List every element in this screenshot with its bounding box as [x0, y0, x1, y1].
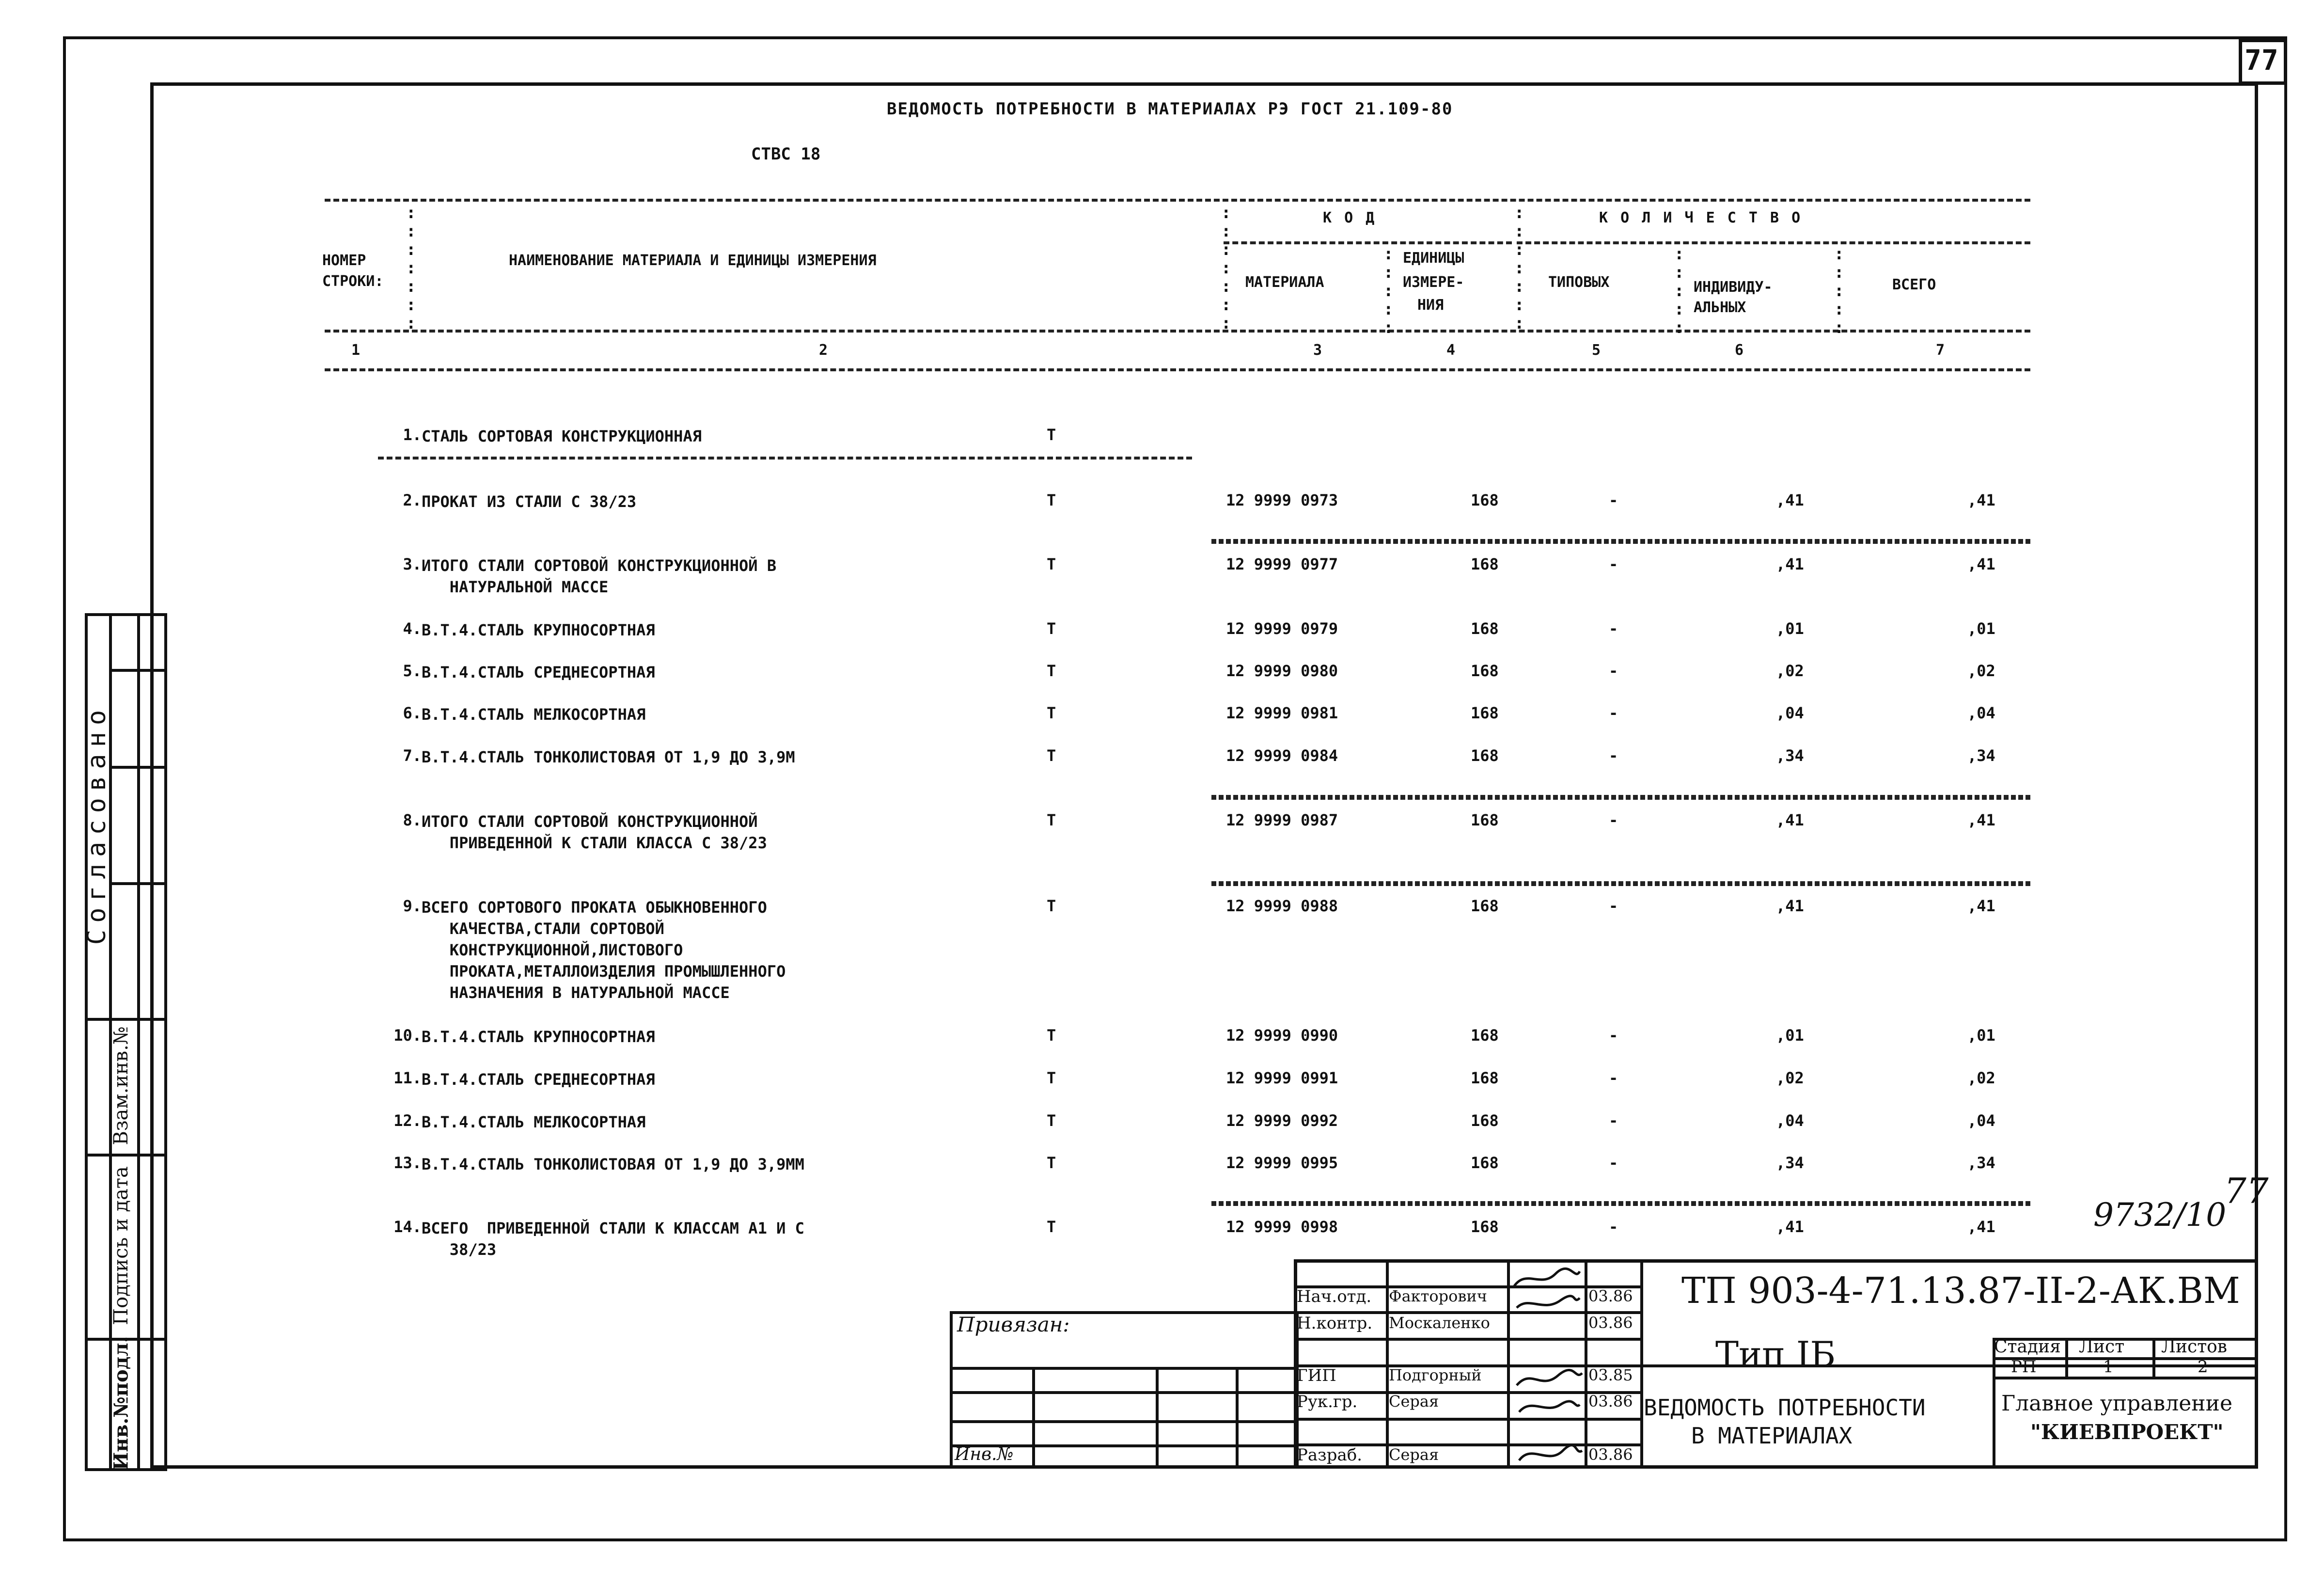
row-unit: Т: [1047, 704, 1056, 722]
row-number: 4.: [403, 619, 422, 638]
privyazan-line: [950, 1391, 1299, 1394]
row-material-name: В.Т.4.СТАЛЬ СРЕДНЕСОРТНАЯ: [422, 1070, 655, 1089]
row-material-name: В.Т.4.СТАЛЬ СРЕДНЕСОРТНАЯ: [422, 663, 655, 681]
row-unit-code: 168: [1471, 555, 1499, 573]
row-number: 12.: [393, 1111, 422, 1130]
row-total: ,41: [1967, 491, 1995, 509]
row-total: ,02: [1967, 662, 1995, 680]
row-typical: -: [1609, 1111, 1618, 1130]
row-total: ,34: [1967, 1154, 1995, 1172]
role-date: 03.86: [1588, 1314, 1633, 1332]
row-unit-code: 168: [1471, 704, 1499, 722]
row-typical: -: [1609, 1026, 1618, 1045]
row-material-name: ИТОГО СТАЛИ СОРТОВОЙ КОНСТРУКЦИОННОЙ В НАТУРАЛЬНОЙ МАССЕ: [422, 556, 777, 596]
row-material-code: 12 9999 0988: [1226, 897, 1338, 915]
row-typical: -: [1609, 746, 1618, 765]
privyazan-line: [950, 1367, 1299, 1370]
header-total: ВСЕГО: [1892, 276, 1936, 293]
title-block-line: [1294, 1418, 1640, 1421]
row-individual: ,41: [1776, 811, 1804, 829]
row-typical: -: [1609, 491, 1618, 509]
sheets-label: Листов: [2161, 1337, 2228, 1357]
row-unit: Т: [1047, 1069, 1056, 1087]
table-row: [0, 1218, 2324, 1259]
privyazan-line: [1032, 1367, 1035, 1469]
row-number: 2.: [403, 491, 422, 509]
row-typical: -: [1609, 1154, 1618, 1172]
row-unit-code: 168: [1471, 1218, 1499, 1236]
title-block-line: [2065, 1338, 2068, 1377]
subtotal-separator: [1211, 881, 2030, 886]
row-number: 7.: [403, 746, 422, 765]
row-unit: Т: [1047, 1111, 1056, 1130]
row-material-name: В.Т.4.СТАЛЬ КРУПНОСОРТНАЯ: [422, 1028, 655, 1046]
row-material-name: ИТОГО СТАЛИ СОРТОВОЙ КОНСТРУКЦИОННОЙ ПРИВЕДЕННОЙ К СТАЛИ КЛАССА С 38/23: [422, 812, 767, 852]
col-number: 2: [819, 342, 828, 359]
row-individual: ,41: [1776, 1218, 1804, 1236]
row-unit: Т: [1047, 662, 1056, 680]
role-label: Разраб.: [1297, 1445, 1363, 1465]
row-material-name: ВСЕГО ПРИВЕДЕННОЙ СТАЛИ К КЛАССАМ А1 И С 38/23: [422, 1219, 804, 1259]
row-material-code: 12 9999 0980: [1226, 662, 1338, 680]
row-unit-code: 168: [1471, 619, 1499, 638]
privyazan-line: [1156, 1367, 1159, 1469]
row-unit-code: 168: [1471, 811, 1499, 829]
doc-code: ТП 903-4-71.13.87-II-2-АК.ВМ: [1681, 1270, 2240, 1312]
row-individual: ,41: [1776, 555, 1804, 573]
header-unit-3: НИЯ: [1417, 297, 1444, 314]
doc-name-2: В МАТЕРИАЛАХ: [1691, 1423, 1853, 1449]
table-row: [0, 491, 2324, 530]
row-number: 10.: [393, 1026, 422, 1045]
row-total: ,01: [1967, 1026, 1995, 1045]
side-stamp-line: [85, 1154, 167, 1157]
header-sep: : : : : :: [1834, 244, 1844, 337]
header-sep: : : : : : : :: [1514, 203, 1524, 333]
header-line-cols: [325, 330, 2030, 333]
row-total: ,41: [1967, 555, 1995, 573]
row-typical: -: [1609, 811, 1618, 829]
handwritten-page: 77: [2224, 1171, 2269, 1211]
row-total: ,04: [1967, 1111, 1995, 1130]
row-unit: Т: [1047, 1026, 1056, 1045]
header-line-mid-qty: [1517, 241, 2030, 244]
page-title: ВЕДОМОСТЬ ПОТРЕБНОСТИ В МАТЕРИАЛАХ РЭ ГОСТ 21.109-80: [887, 99, 1453, 119]
row-individual: ,41: [1776, 491, 1804, 509]
role-date: 03.86: [1588, 1287, 1633, 1305]
row-individual: ,02: [1776, 662, 1804, 680]
row-material-code: 12 9999 0998: [1226, 1218, 1338, 1236]
row-typical: -: [1609, 662, 1618, 680]
row-material-code: 12 9999 0984: [1226, 746, 1338, 765]
stage-value: РП: [2011, 1357, 2037, 1377]
side-podpis-data: Подпись и дата: [110, 1166, 132, 1325]
row-number: 1.: [403, 426, 422, 444]
header-line-top: [325, 199, 2030, 202]
title-block-line: [1640, 1259, 1643, 1469]
header-individual-2: АЛЬНЫХ: [1694, 299, 1746, 316]
table-row: [0, 1154, 2324, 1192]
row-unit-code: 168: [1471, 1026, 1499, 1045]
header-line-bottom: [325, 368, 2030, 371]
row-individual: ,04: [1776, 704, 1804, 722]
row-typical: -: [1609, 897, 1618, 915]
row-material-name: В.Т.4.СТАЛЬ МЕЛКОСОРТНАЯ: [422, 1113, 646, 1131]
title-block-line: [1993, 1377, 2258, 1379]
row-material-name: ПРОКАТ ИЗ СТАЛИ С 38/23: [422, 492, 637, 511]
sheet-label: Лист: [2079, 1337, 2125, 1357]
row-typical: -: [1609, 1069, 1618, 1087]
row-individual: ,04: [1776, 1111, 1804, 1130]
row-typical: -: [1609, 1218, 1618, 1236]
side-stamp-line: [109, 669, 167, 672]
row-unit: Т: [1047, 811, 1056, 829]
row-material-code: 12 9999 0995: [1226, 1154, 1338, 1172]
row-number: 8.: [403, 811, 422, 829]
header-sep: : : : : :: [1383, 244, 1394, 337]
row-unit-code: 168: [1471, 897, 1499, 915]
subtotal-separator: [1211, 795, 2030, 800]
header-typical: ТИПОВЫХ: [1548, 274, 1610, 291]
row-material-code: 12 9999 0991: [1226, 1069, 1338, 1087]
row-number: 9.: [403, 897, 422, 915]
col-number: 7: [1936, 342, 1945, 359]
header-individual-1: ИНДИВИДУ-: [1694, 279, 1773, 296]
header-row-no-1: НОМЕР: [322, 252, 366, 269]
table-row: [0, 1069, 2324, 1108]
row-individual: ,34: [1776, 1154, 1804, 1172]
title-block-line: [2152, 1338, 2155, 1377]
header-unit-1: ЕДИНИЦЫ: [1403, 250, 1464, 267]
role-name: Факторович: [1389, 1287, 1487, 1305]
stage-label: Стадия: [1994, 1337, 2061, 1357]
row-individual: ,02: [1776, 1069, 1804, 1087]
row-material-name: ВСЕГО СОРТОВОГО ПРОКАТА ОБЫКНОВЕННОГО КАЧЕСТВА,СТАЛИ СОРТОВОЙ КОНСТРУКЦИОННОЙ,ЛИСТОВОГО ПРОКАТА,МЕТАЛЛОИЗДЕЛИЯ ПРОМЫШЛЕННОГО НАЗНАЧЕНИЯ В НАТУРАЛЬНОЙ МАССЕ: [422, 898, 786, 1002]
org-name-2: "КИЕВПРОЕКТ": [2030, 1420, 2224, 1444]
row-material-code: 12 9999 0981: [1226, 704, 1338, 722]
table-row: [0, 662, 2324, 700]
title-block-line: [1585, 1259, 1587, 1469]
row-material-code: 12 9999 0990: [1226, 1026, 1338, 1045]
row-typical: -: [1609, 619, 1618, 638]
page-subtitle: СТВС 18: [751, 144, 821, 164]
role-name: Москаленко: [1389, 1314, 1490, 1332]
row-total: ,01: [1967, 619, 1995, 638]
row-unit: Т: [1047, 1218, 1056, 1236]
handwritten-ref: 9732/10: [2093, 1196, 2227, 1234]
row-total: ,34: [1967, 746, 1995, 765]
table-row: [0, 811, 2324, 850]
signatures: [1507, 1259, 1585, 1469]
row-typical: -: [1609, 555, 1618, 573]
row-unit-code: 168: [1471, 1111, 1499, 1130]
role-name: Серая: [1389, 1445, 1439, 1464]
row-material-code: 12 9999 0992: [1226, 1111, 1338, 1130]
table-row: [0, 1111, 2324, 1150]
table-row: [0, 555, 2324, 594]
subtotal-separator: [1211, 1201, 2030, 1206]
side-stamp-line: [109, 766, 167, 769]
col-number: 6: [1735, 342, 1744, 359]
header-quantity: К О Л И Ч Е С Т В О: [1599, 209, 1803, 226]
header-name: НАИМЕНОВАНИЕ МАТЕРИАЛА И ЕДИНИЦЫ ИЗМЕРЕНИЯ: [509, 252, 877, 269]
side-stamp-line: [137, 613, 140, 1471]
header-sep: : : : : :: [1674, 244, 1684, 337]
role-date: 03.86: [1588, 1392, 1633, 1411]
row-material-code: 12 9999 0987: [1226, 811, 1338, 829]
privyazan-label: Привязан:: [957, 1313, 1070, 1336]
row-number: 3.: [403, 555, 422, 573]
role-name: Серая: [1389, 1392, 1439, 1411]
header-unit-2: ИЗМЕРЕ-: [1403, 274, 1464, 291]
row-individual: ,01: [1776, 1026, 1804, 1045]
row-unit-code: 168: [1471, 746, 1499, 765]
row-material-code: 12 9999 0977: [1226, 555, 1338, 573]
row-material-name: СТАЛЬ СОРТОВАЯ КОНСТРУКЦИОННАЯ: [422, 427, 702, 445]
side-vzam-inv: Взам.инв.№: [110, 1026, 132, 1145]
row-number: 6.: [403, 704, 422, 722]
org-name-1: Главное управление: [2001, 1391, 2232, 1416]
role-name: Подгорный: [1389, 1366, 1482, 1384]
row-total: ,04: [1967, 704, 1995, 722]
row-material-name: В.Т.4.СТАЛЬ МЕЛКОСОРТНАЯ: [422, 705, 646, 724]
role-label: Рук.гр.: [1297, 1392, 1358, 1411]
doc-type: Тип IБ: [1715, 1334, 1836, 1375]
row-unit: Т: [1047, 491, 1056, 509]
role-label: Н.контр.: [1297, 1314, 1373, 1333]
row-unit: Т: [1047, 897, 1056, 915]
row-individual: ,01: [1776, 619, 1804, 638]
table-row: [0, 746, 2324, 785]
doc-name-1: ВЕДОМОСТЬ ПОТРЕБНОСТИ: [1644, 1395, 1926, 1421]
side-stamp-line: [109, 882, 167, 885]
table-row: [0, 619, 2324, 658]
row-number: 13.: [393, 1154, 422, 1172]
role-date: 03.86: [1588, 1445, 1633, 1464]
sheet-number: 77: [2245, 44, 2278, 77]
sheets-value: 2: [2198, 1357, 2208, 1377]
row-material-name: В.Т.4.СТАЛЬ КРУПНОСОРТНАЯ: [422, 621, 655, 639]
sheet-value: 1: [2103, 1357, 2114, 1377]
header-sep: : : : : : : :: [406, 203, 416, 333]
title-block-line: [1294, 1338, 1640, 1341]
row-material-name: В.Т.4.СТАЛЬ ТОНКОЛИСТОВАЯ ОТ 1,9 ДО 3,9М: [422, 748, 795, 766]
side-stamp-line: [85, 1018, 167, 1021]
header-sep: : : : : : : :: [1221, 203, 1231, 333]
side-inv-podl: Инв.№подл.: [110, 1336, 133, 1471]
table-row: [0, 704, 2324, 743]
row-number: 14.: [393, 1218, 422, 1236]
row-unit-code: 168: [1471, 491, 1499, 509]
header-line-mid-code: [1224, 241, 1512, 244]
row-number: 5.: [403, 662, 422, 680]
role-label: ГИП: [1297, 1366, 1336, 1385]
privyazan-line: [1236, 1367, 1239, 1469]
header-code: К О Д: [1323, 209, 1377, 226]
role-date: 03.85: [1588, 1366, 1633, 1384]
row-total: ,41: [1967, 1218, 1995, 1236]
row-unit-code: 168: [1471, 1154, 1499, 1172]
row-unit: Т: [1047, 426, 1056, 444]
row-material-code: 12 9999 0973: [1226, 491, 1338, 509]
row-typical: -: [1609, 704, 1618, 722]
table-row: [0, 426, 2324, 464]
col-number: 4: [1446, 342, 1456, 359]
row-unit: Т: [1047, 619, 1056, 638]
row-total: ,02: [1967, 1069, 1995, 1087]
header-row-no-2: СТРОКИ:: [322, 273, 384, 290]
row-total: ,41: [1967, 897, 1995, 915]
row-number: 11.: [393, 1069, 422, 1087]
header-material: МАТЕРИАЛА: [1245, 274, 1324, 291]
col-number: 3: [1313, 342, 1322, 359]
row-unit: Т: [1047, 746, 1056, 765]
row-material-name: В.Т.4.СТАЛЬ ТОНКОЛИСТОВАЯ ОТ 1,9 ДО 3,9ММ: [422, 1155, 804, 1173]
row-material-code: 12 9999 0979: [1226, 619, 1338, 638]
row-unit-code: 168: [1471, 662, 1499, 680]
table-row: [0, 897, 2324, 1002]
col-number: 1: [351, 342, 361, 359]
privyazan-line: [950, 1420, 1299, 1423]
row-unit: Т: [1047, 1154, 1056, 1172]
row-individual: ,41: [1776, 897, 1804, 915]
side-soglasovano: Согласовано: [82, 703, 111, 945]
row-individual: ,34: [1776, 746, 1804, 765]
col-number: 5: [1592, 342, 1601, 359]
row-unit: Т: [1047, 555, 1056, 573]
role-label: Нач.отд.: [1297, 1287, 1372, 1306]
row-unit-code: 168: [1471, 1069, 1499, 1087]
inv-no-label: Инв.№: [955, 1444, 1014, 1464]
table-row: [0, 1026, 2324, 1065]
subtotal-separator: [1211, 539, 2030, 544]
row-total: ,41: [1967, 811, 1995, 829]
